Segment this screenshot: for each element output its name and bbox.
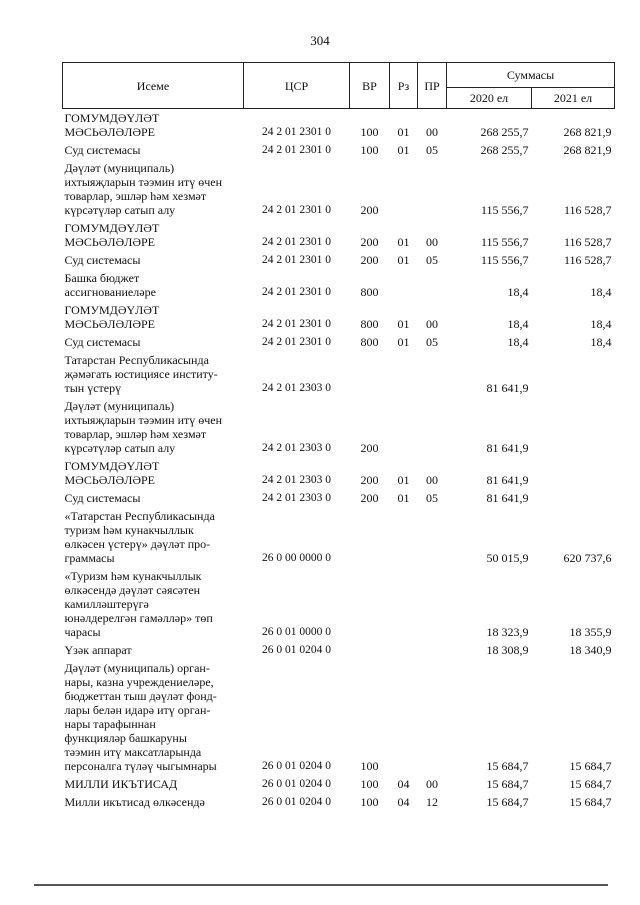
row-s2021: 15 684,7 — [569, 795, 612, 809]
table-row — [63, 507, 615, 567]
row-s2020: 18,4 — [507, 335, 529, 349]
row-pr: 00 — [426, 777, 438, 791]
row-s2021: 268 821,9 — [563, 125, 612, 139]
row-rz — [390, 507, 418, 567]
row-s2020: 115 556,7 — [480, 235, 529, 249]
row-pr: 05 — [426, 335, 438, 349]
row-s2020: 18 323,9 — [486, 625, 529, 639]
row-csr: 24 2 01 2301 0 — [262, 254, 331, 266]
header-year-2020: 2020 ел — [447, 88, 532, 109]
row-name-line: ихтыяҗларын тәэмин итү өчен — [64, 413, 223, 427]
row-pr: 00 — [426, 317, 438, 331]
row-s2021: 18,4 — [590, 317, 612, 331]
row-s2021: 116 528,7 — [563, 235, 612, 249]
row-name — [63, 507, 244, 567]
row-rz: 01 — [397, 491, 410, 505]
row-name — [63, 251, 244, 269]
row-pr — [418, 659, 447, 775]
row-rz: 01 — [397, 473, 410, 487]
row-name-line: ГОМУМДӘҮЛӘТ — [64, 111, 160, 125]
row-pr — [418, 351, 447, 397]
row-name-line: Суд системасы — [64, 491, 141, 505]
row-name-line: ассигнованиеләре — [64, 285, 156, 299]
row-vr — [350, 351, 390, 397]
row-name-line: ГОМУМДӘҮЛӘТ — [64, 459, 160, 473]
budget-table — [62, 62, 615, 811]
row-vr: 200 — [360, 473, 379, 487]
row-csr: 26 0 01 0204 0 — [262, 778, 331, 790]
row-s2021: 15 684,7 — [569, 759, 612, 773]
table-row — [63, 457, 615, 489]
row-pr — [418, 567, 447, 641]
row-rz — [390, 269, 418, 301]
row-name-line: бюджеттан тыш дәүләт фонд- — [64, 689, 217, 703]
row-name — [63, 269, 244, 301]
row-csr: 26 0 01 0204 0 — [262, 796, 331, 808]
row-vr: 200 — [360, 203, 379, 217]
row-s2021: 116 528,7 — [563, 253, 612, 267]
row-pr — [418, 641, 447, 659]
row-csr: 24 2 01 2303 0 — [262, 442, 331, 454]
row-vr: 100 — [360, 143, 379, 157]
row-name-line: «Туризм һәм кунакчыллык — [64, 569, 202, 583]
row-csr: 24 2 01 2301 0 — [262, 144, 331, 156]
row-pr: 05 — [426, 491, 438, 505]
row-s2020: 18,4 — [507, 285, 529, 299]
row-name — [63, 109, 244, 142]
row-s2021 — [532, 489, 615, 507]
row-vr: 100 — [360, 759, 379, 773]
row-name-line: камилләштерүгә — [64, 597, 149, 611]
row-rz — [390, 351, 418, 397]
row-csr: 24 2 01 2301 0 — [262, 236, 331, 248]
header-rz: Рз — [390, 63, 418, 109]
header-csr: ЦСР — [244, 63, 350, 109]
row-vr: 800 — [360, 335, 379, 349]
row-name-line: нары тарафыннан — [64, 717, 156, 731]
row-name — [63, 775, 244, 793]
row-name-line: Дәүләт (муниципаль) — [64, 161, 175, 175]
row-pr: 00 — [426, 473, 438, 487]
row-name-line: МӘСЬӘЛӘЛӘРЕ — [64, 473, 156, 487]
row-vr: 800 — [360, 285, 379, 299]
table-row — [63, 397, 615, 457]
row-vr: 100 — [360, 777, 379, 791]
row-rz: 01 — [397, 317, 410, 331]
row-name-line: лары белән идарә итү орган- — [64, 703, 211, 717]
table-body — [63, 109, 615, 812]
row-name-line: ГОМУМДӘҮЛӘТ — [64, 303, 160, 317]
row-s2021: 18 340,9 — [569, 643, 612, 657]
row-name-line: тәэмин итү максатларында — [64, 745, 202, 759]
row-rz: 01 — [397, 143, 410, 157]
row-name-line: күрсәтүләр сатып алу — [64, 441, 176, 455]
row-vr — [350, 507, 390, 567]
row-pr — [418, 159, 447, 219]
row-s2021 — [532, 351, 615, 397]
row-s2021: 18,4 — [590, 335, 612, 349]
row-vr: 800 — [360, 317, 379, 331]
row-s2021: 15 684,7 — [569, 777, 612, 791]
row-name — [63, 301, 244, 333]
table-row — [63, 219, 615, 251]
table-row — [63, 567, 615, 641]
row-name-line: чарасы — [64, 625, 101, 639]
row-csr: 24 2 01 2303 0 — [262, 382, 331, 394]
row-csr: 24 2 01 2303 0 — [262, 474, 331, 486]
row-csr: 26 0 00 0000 0 — [262, 552, 331, 564]
row-name-line: тын үстерү — [64, 381, 122, 395]
header-year-2021: 2021 ел — [532, 88, 615, 109]
row-vr: 200 — [360, 491, 379, 505]
row-rz: 01 — [397, 253, 410, 267]
row-name-line: Башка бюджет — [64, 271, 140, 285]
table-row — [63, 641, 615, 659]
row-s2020: 15 684,7 — [486, 777, 529, 791]
row-vr: 100 — [360, 125, 379, 139]
row-name-line: ГОМУМДӘҮЛӘТ — [64, 221, 160, 235]
table-row — [63, 269, 615, 301]
row-name-line: күрсәтүләр сатып алу — [64, 203, 176, 217]
row-s2021: 18,4 — [590, 285, 612, 299]
row-name-line: Үзәк аппарат — [64, 643, 132, 657]
row-s2020: 81 641,9 — [486, 473, 529, 487]
table-row — [63, 141, 615, 159]
row-s2020: 81 641,9 — [486, 441, 529, 455]
row-rz: 04 — [397, 795, 410, 809]
row-name-line: өлкәсен үстерү» дәүләт про- — [64, 537, 211, 551]
row-csr: 24 2 01 2301 0 — [262, 204, 331, 216]
row-name-line: граммасы — [64, 551, 115, 565]
table-row — [63, 159, 615, 219]
row-s2020: 81 641,9 — [486, 491, 529, 505]
row-name — [63, 567, 244, 641]
row-name — [63, 333, 244, 351]
row-name-line: персоналга түләү чыгымнары — [64, 759, 217, 773]
row-pr: 00 — [426, 235, 438, 249]
row-s2021 — [532, 397, 615, 457]
row-name-line: Татарстан Республикасында — [64, 353, 209, 367]
page-number: 304 — [310, 33, 330, 48]
row-name-line: МӘСЬӘЛӘЛӘРЕ — [64, 235, 156, 249]
row-rz — [390, 659, 418, 775]
row-name — [63, 159, 244, 219]
row-name — [63, 793, 244, 811]
row-rz — [390, 641, 418, 659]
row-name-line: Суд системасы — [64, 143, 141, 157]
scan-edge — [34, 884, 608, 886]
row-name-line: туризм һәм кунакчыллык — [64, 523, 194, 537]
table-row — [63, 489, 615, 507]
row-name-line: МӘСЬӘЛӘЛӘРЕ — [64, 317, 156, 331]
row-csr: 26 0 01 0204 0 — [262, 760, 331, 772]
row-name-line: товарлар, эшләр һәм хезмәт — [64, 189, 207, 203]
row-name-line: МИЛЛИ ИКЪТИСАД — [64, 777, 178, 791]
row-name — [63, 641, 244, 659]
row-pr: 05 — [426, 253, 438, 267]
row-s2020: 81 641,9 — [486, 381, 529, 395]
row-name-line: ихтыяҗларын тәэмин итү өчен — [64, 175, 223, 189]
header-pr: ПР — [418, 63, 447, 109]
row-s2020: 268 255,7 — [480, 125, 529, 139]
row-pr: 00 — [426, 125, 438, 139]
row-rz — [390, 567, 418, 641]
row-name-line: нары, казна учреждениеләре, — [64, 675, 214, 689]
row-rz: 04 — [397, 777, 410, 791]
row-rz — [390, 159, 418, 219]
row-s2021: 18 355,9 — [569, 625, 612, 639]
row-pr — [418, 269, 447, 301]
row-s2020: 18,4 — [507, 317, 529, 331]
row-name-line: өлкәсендә дәүләт сәясәтен — [64, 583, 201, 597]
row-s2020: 50 015,9 — [486, 551, 529, 565]
row-name-line: МӘСЬӘЛӘЛӘРЕ — [64, 125, 156, 139]
row-name — [63, 489, 244, 507]
row-csr: 24 2 01 2301 0 — [262, 336, 331, 348]
row-s2021: 620 737,6 — [563, 551, 612, 565]
row-vr: 200 — [360, 235, 379, 249]
row-name-line: Суд системасы — [64, 335, 141, 349]
row-name-line: юнәлдерелгән гамәлләр» төп — [64, 611, 213, 625]
table-row — [63, 793, 615, 811]
row-csr: 24 2 01 2301 0 — [262, 318, 331, 330]
row-rz: 01 — [397, 335, 410, 349]
row-csr: 24 2 01 2303 0 — [262, 492, 331, 504]
row-name-line: товарлар, эшләр һәм хезмәт — [64, 427, 207, 441]
row-rz — [390, 397, 418, 457]
row-name — [63, 141, 244, 159]
row-s2021 — [532, 457, 615, 489]
row-csr: 24 2 01 2301 0 — [262, 126, 331, 138]
row-name-line: Милли икътисад өлкәсендә — [64, 795, 205, 809]
row-name-line: җәмәгать юстициясе институ- — [64, 367, 218, 381]
row-s2020: 268 255,7 — [480, 143, 529, 157]
row-csr: 26 0 01 0204 0 — [262, 644, 331, 656]
row-name-line: «Татарстан Республикасында — [64, 509, 215, 523]
header-vr: ВР — [350, 63, 390, 109]
header-sums: Суммасы — [447, 63, 615, 88]
table-row — [63, 301, 615, 333]
row-vr: 200 — [360, 253, 379, 267]
row-name — [63, 219, 244, 251]
row-s2021: 268 821,9 — [563, 143, 612, 157]
row-name — [63, 351, 244, 397]
table-row — [63, 775, 615, 793]
table-row — [63, 659, 615, 775]
row-s2020: 115 556,7 — [480, 253, 529, 267]
row-name-line: функцияләр башкаруны — [64, 731, 187, 745]
row-name — [63, 659, 244, 775]
row-s2020: 18 308,9 — [486, 643, 529, 657]
table-header — [63, 63, 615, 109]
row-s2020: 115 556,7 — [480, 203, 529, 217]
row-s2020: 15 684,7 — [486, 795, 529, 809]
table-row — [63, 251, 615, 269]
row-name-line: Дәүләт (муниципаль) — [64, 399, 175, 413]
table-row — [63, 351, 615, 397]
row-vr: 100 — [360, 795, 379, 809]
row-name-line: Дәүләт (муниципаль) орган- — [64, 661, 210, 675]
row-name — [63, 397, 244, 457]
table-row — [63, 333, 615, 351]
row-vr: 200 — [360, 441, 379, 455]
row-rz: 01 — [397, 235, 410, 249]
row-pr: 05 — [426, 143, 438, 157]
row-s2020: 15 684,7 — [486, 759, 529, 773]
row-csr: 26 0 01 0000 0 — [262, 626, 331, 638]
row-csr: 24 2 01 2301 0 — [262, 286, 331, 298]
row-s2021: 116 528,7 — [563, 203, 612, 217]
row-pr — [418, 397, 447, 457]
row-name — [63, 457, 244, 489]
row-rz: 01 — [397, 125, 410, 139]
row-vr — [350, 567, 390, 641]
row-pr: 12 — [426, 795, 438, 809]
row-pr — [418, 507, 447, 567]
table-row — [63, 109, 615, 142]
row-name-line: Суд системасы — [64, 253, 141, 267]
row-vr — [350, 641, 390, 659]
header-name: Исеме — [63, 63, 244, 109]
